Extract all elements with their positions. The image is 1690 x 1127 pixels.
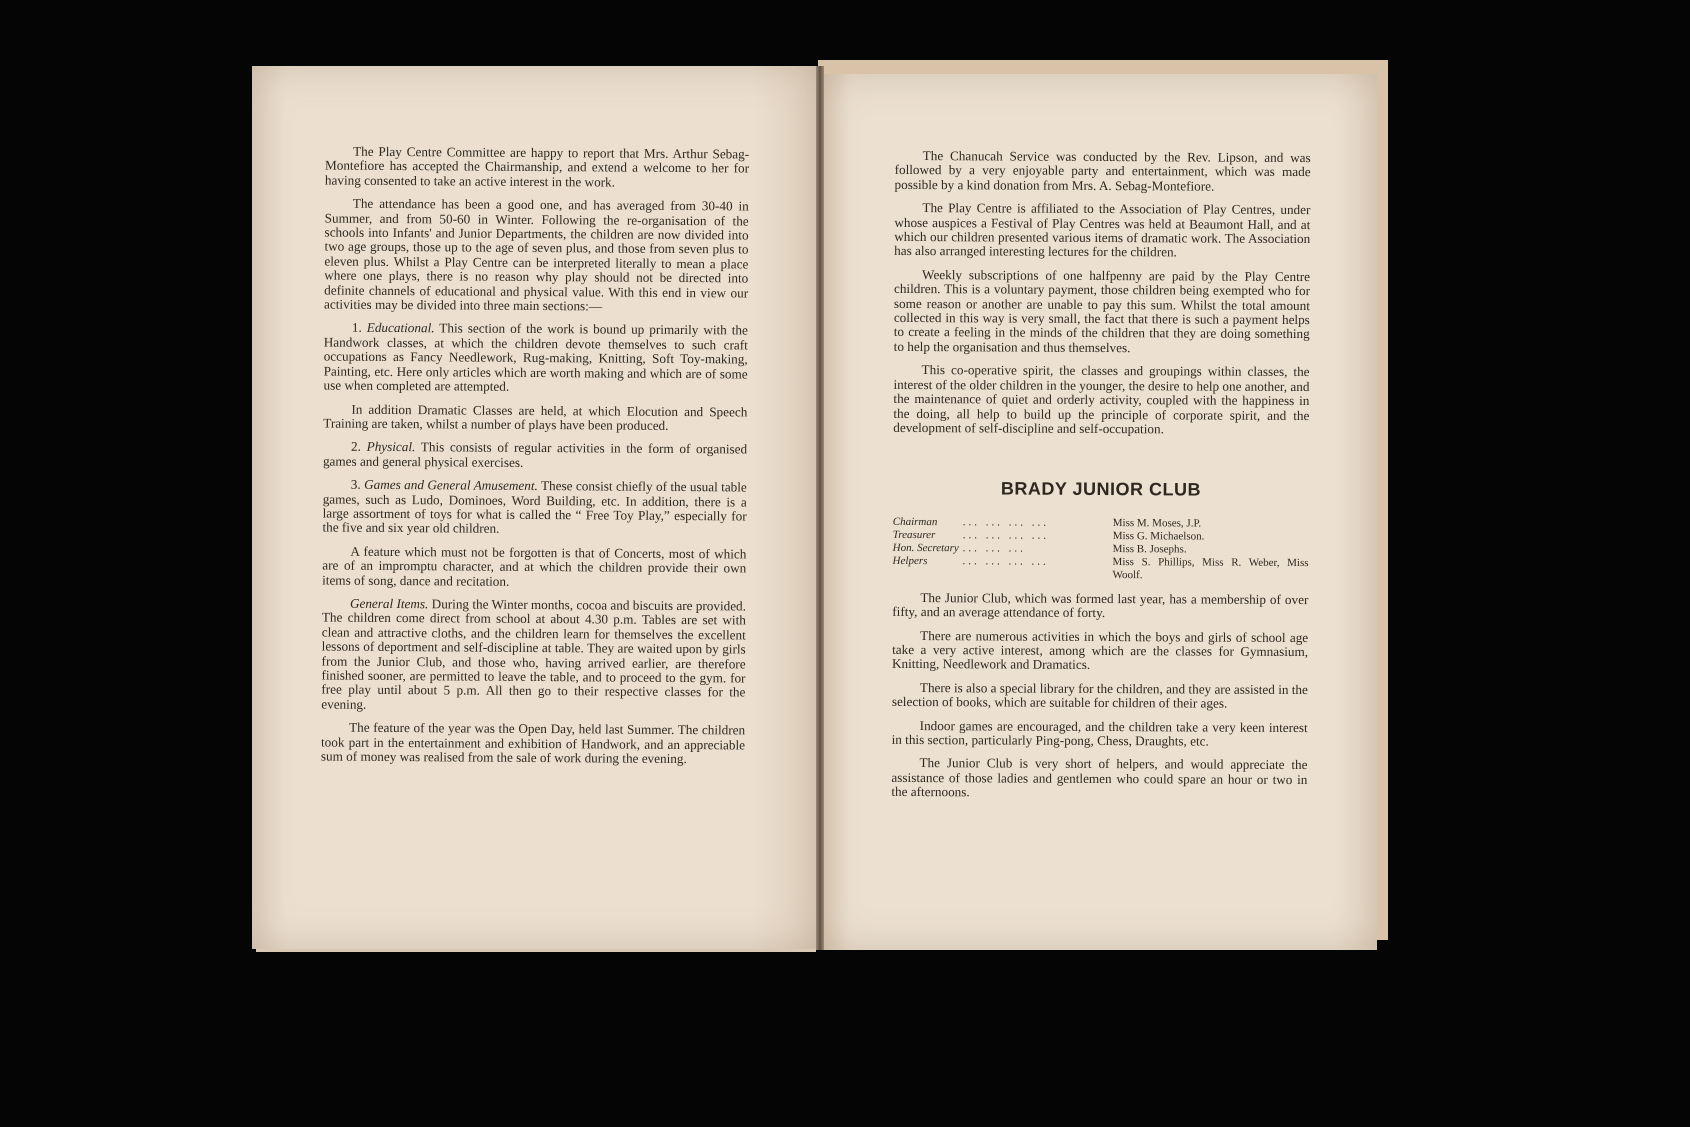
section-physical [323, 440, 747, 472]
paragraph-club-helpers: The Junior Club is very short of helpers, and would appreciate the assistance of those ladies and gentlemen who could spare an hour or two in the afternoons. [891, 755, 1308, 800]
paragraph-open-day: The feature of the year was the Open Day, held last Summer. The children took part in the entertainment and exhibition of Handwork, and an appreciable sum of money was realised from the sale of work during the evening. [320, 719, 746, 767]
officer-role: Hon. Secretary [892, 541, 959, 554]
paragraph-club-membership: The Junior Club, which was formed last year, has a membership of over fifty, and an average attendance of forty. [892, 589, 1309, 621]
section-educational [323, 321, 747, 396]
paragraph-subscriptions: Weekly subscriptions of one halfpenny are paid by the Play Centre children. This is a voluntary payment, those children being exempted who for some reason or another are unable to pay this sum. Whilst the total amount collected in this way is very small, the fact that there is such a payment helps to create a feeling in the minds of the children that they are doing something to help the organisation and thus themselves. [893, 266, 1311, 356]
section-body: During the Winter months, cocoa and biscuits are provided. The children come direct from school at about 4.30 p.m. Tables are set with clean and attractive cloths, and the children learn for themselves the excellent lessons of deportment and self-discipline at table. They are waited upon by girls from the Junior Club, and those who, having arrived earlier, are therefore finished sooner, are permitted to leave the table, and to proceed to the gym. for free play until about 5 p.m. All then go to their respective classes for the evening. [321, 596, 747, 712]
section-body: These consist chiefly of the usual table games, such as Ludo, Dominoes, Word Building, etc. In addition, there is a large assortment of toys for what is called the “ Free Toy Play,” especially for the five and six year old children. [322, 478, 747, 537]
section-title: Games and General Amusement. [364, 476, 538, 494]
left-page-text [321, 145, 749, 776]
table-row [892, 555, 1308, 583]
paragraph-concerts: A feature which must not be forgotten is that of Concerts, most of which are of an impromptu character, and at which the children provide their own items of song, dance and recitation. [322, 543, 747, 589]
paragraph-club-activities: There are numerous activities in which the boys and girls of school age take a very active interest, among which are the classes for Gymnasium, Knitting, Needlework and Dramatics. [891, 627, 1309, 673]
officer-role: Helpers [892, 554, 928, 567]
officer-name: Miss B. Josephs. [1112, 542, 1187, 556]
section-number: 1. [351, 320, 367, 336]
section-body: This consists of regular activities in the form of organised games and general physical exercises. [322, 439, 748, 470]
officer-name: Miss S. Phillips, Miss R. Weber, Miss Woolf. [1112, 555, 1309, 581]
paragraph-cooperative-spirit: This co-operative spirit, the classes and groupings within classes, the interest of the older children in the younger, the desire to help one another, and the maintenance of quiet and orderly activity, coupled with the happiness in the doing, all help to build up the principle of corporate spirit, and the development of self-discipline and self-occupation. [893, 362, 1310, 437]
table-row [893, 542, 1309, 557]
section-number: 2. [351, 439, 367, 455]
section-title: Educational. [366, 320, 435, 336]
paragraph-club-games: Indoor games are encouraged, and the children take a very keen interest in this section, particularly Ping-pong, Chess, Draughts, etc. [891, 717, 1308, 749]
leader-dots: ... ... ... ... [962, 554, 1049, 568]
officer-name: Miss M. Moses, J.P. [1112, 516, 1202, 530]
leader-dots: ... ... ... [962, 541, 1026, 555]
paragraph-dramatic: In addition Dramatic Classes are held, at which Elocution and Speech Training are taken, whilst a number of plays have been produced. [323, 401, 748, 433]
officer-role: Chairman [892, 515, 938, 528]
leader-dots: ... ... ... ... [962, 515, 1050, 529]
section-body: This section of the work is bound up primarily with the Handwork classes, at which the children devote themselves to such craft occupations as Fancy Needlework, Rug-making, Knitting, Soft Toy-making, Painting, etc. Here only articles which are worth making and which are of some use when completed are attempted. [323, 320, 748, 394]
club-heading: BRADY JUNIOR CLUB [1000, 478, 1202, 500]
section-title: Physical. [366, 439, 416, 455]
paragraph-affiliation: The Play Centre is affiliated to the Association of Play Centres, under whose auspices a Festival of Play Centres was held at Beaumont Hall, and at which our children presented various items of dramatic work. The Association has also arranged interesting lectures for the children. [894, 200, 1311, 260]
paragraph-chairmanship: The Play Centre Committee are happy to report that Mrs. Arthur Sebag-Montefiore has accepted the Chairmanship, and extend a welcome to her for having consented to take an active interest in the work. [324, 143, 750, 190]
book-gutter [816, 66, 824, 950]
leader-dots: ... ... ... ... [962, 528, 1049, 542]
section-games [322, 478, 746, 539]
paragraph-general-items [321, 596, 746, 714]
officer-role: Treasurer [892, 528, 936, 541]
right-page-text [891, 149, 1310, 811]
paragraph-attendance: The attendance has been a good one, and has averaged from 30-40 in Summer, and from 50-60 in Winter. Following the re-organisation of the schools into Infants' and Junior Departments, the children are now divided into two age groups, those up to the age of seven plus, and those from seven plus to eleven plus. Whilst a Play Centre can be interpreted literally to mean a place where one plays, there is no reason why play should not be directed into definite channels of educational and physical value. With this end in view our activities may be divided into three main sections:— [324, 195, 749, 314]
section-number: 3. [350, 476, 365, 492]
paragraph-chanucah: The Chanucah Service was conducted by the Rev. Lipson, and was followed by a very enjoyable party and entertainment, which was made possible by a kind donation from Mrs. A. Sebag-Montefiore. [894, 148, 1311, 194]
officer-name: Miss G. Michaelson. [1112, 529, 1205, 543]
club-officers-table [892, 516, 1308, 583]
section-title: General Items. [349, 595, 429, 612]
paragraph-club-library: There is also a special library for the children, and they are assisted in the selection of books, which are suitable for children of their ages. [891, 679, 1308, 711]
